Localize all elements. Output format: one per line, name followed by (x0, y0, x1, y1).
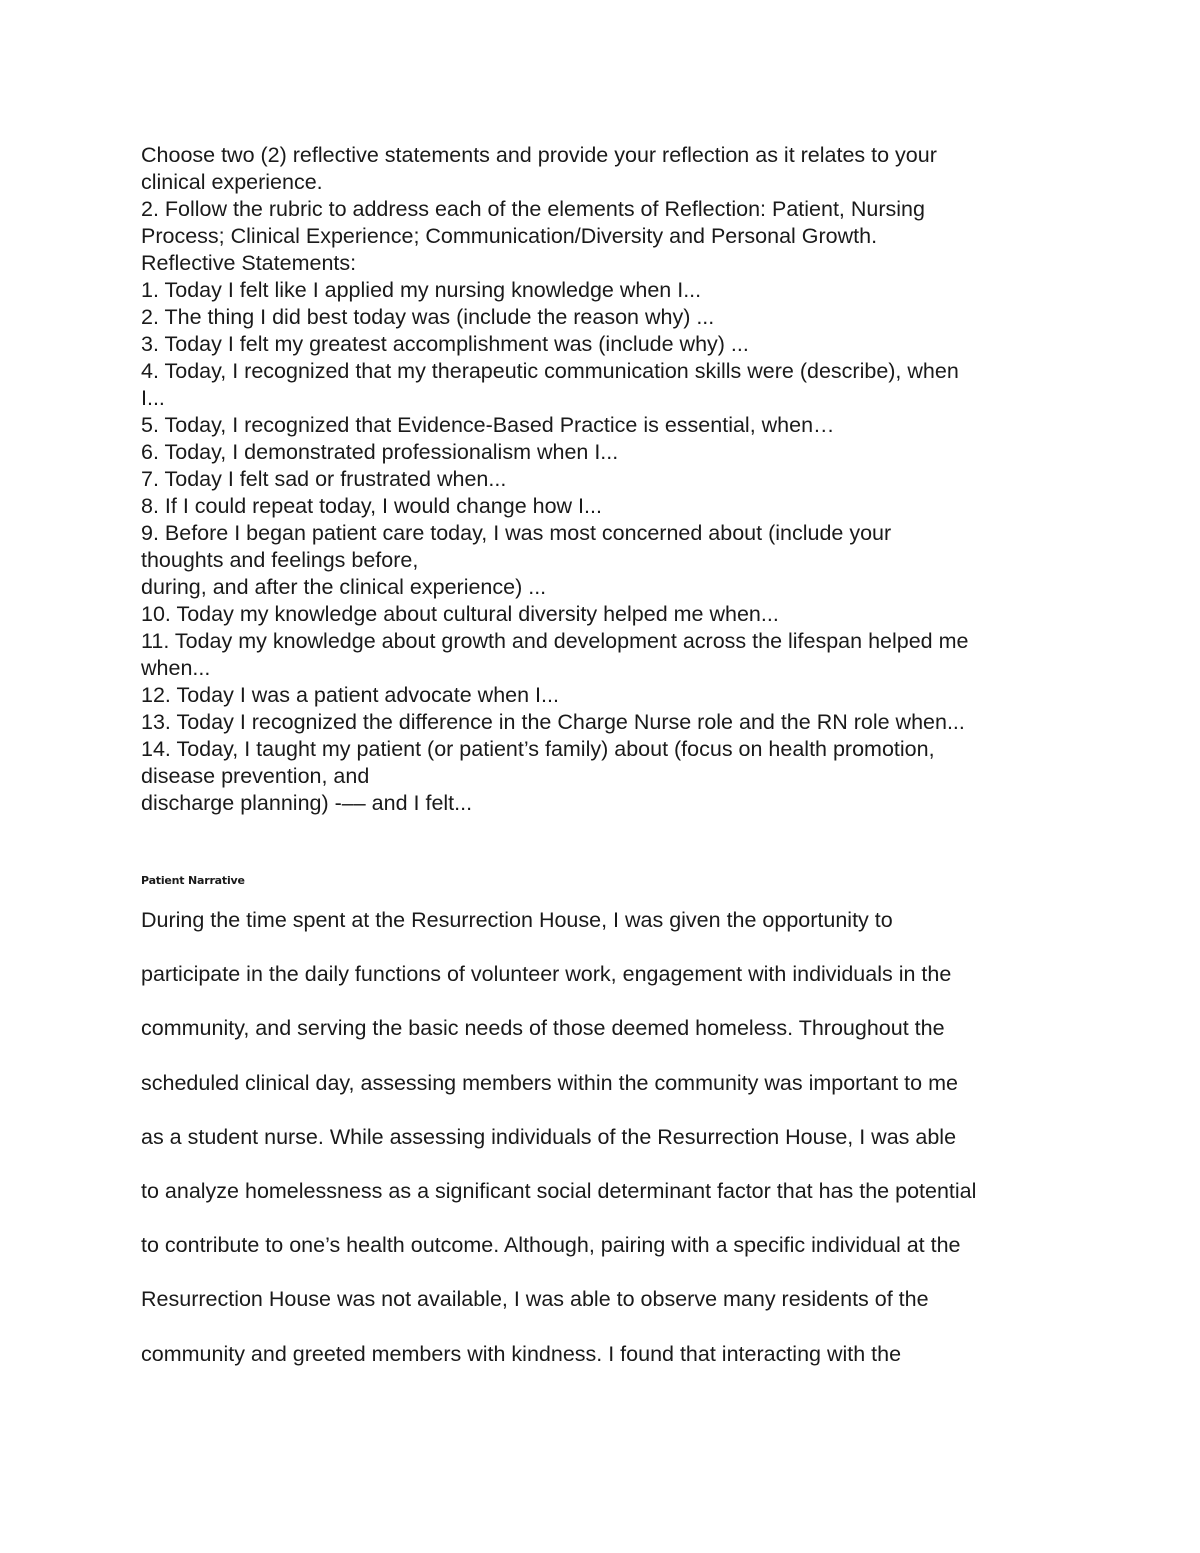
narrative-line: as a student nurse. While assessing individuals of the Resurrection House, I was able (141, 1124, 957, 1149)
reflective-statement: 7. Today I felt sad or frustrated when... (141, 467, 507, 491)
narrative-line: During the time spent at the Resurrection House, I was given the opportunity to (141, 908, 893, 932)
reflective-statement: 13. Today I recognized the difference in the Charge Nurse role and the RN role when... (141, 710, 965, 734)
reflective-statements-heading: Reflective Statements: (141, 251, 357, 275)
reflective-statement: 14. Today, I taught my patient (or patient’s family) about (focus on health promotion, (141, 737, 935, 761)
reflective-statement: 8. If I could repeat today, I would change how I... (141, 494, 602, 518)
narrative-line: participate in the daily functions of volunteer work, engagement with individuals in the (141, 962, 952, 987)
reflective-statement: discharge planning) -–– and I felt... (141, 791, 473, 815)
instruction-line: 2. Follow the rubric to address each of the elements of Reflection: Patient, Nursing (141, 197, 925, 221)
reflective-statement: 12. Today I was a patient advocate when I... (141, 683, 559, 707)
narrative-line: to contribute to one’s health outcome. Although, pairing with a specific individual at the (141, 1233, 961, 1258)
assignment-instructions (141, 142, 1071, 817)
instruction-line: clinical experience. (141, 170, 323, 194)
reflective-statement: 5. Today, I recognized that Evidence-Based Practice is essential, when… (141, 413, 835, 437)
reflective-statement: when... (141, 656, 211, 680)
reflective-statement: 10. Today my knowledge about cultural diversity helped me when... (141, 602, 779, 626)
section-heading-patient-narrative: Patient Narrative (141, 874, 245, 887)
reflective-statement: 9. Before I began patient care today, I was most concerned about (include your (141, 521, 892, 545)
instruction-line: Process; Clinical Experience; Communication/Diversity and Personal Growth. (141, 224, 878, 248)
reflective-statement: thoughts and feelings before, (141, 548, 419, 572)
narrative-line: community and greeted members with kindness. I found that interacting with the (141, 1341, 902, 1366)
instruction-line: Choose two (2) reflective statements and provide your reflection as it relates to your (141, 143, 937, 167)
reflective-statement: 4. Today, I recognized that my therapeutic communication skills were (describe), when (141, 359, 959, 383)
reflective-statement: 2. The thing I did best today was (include the reason why) ... (141, 305, 715, 329)
reflective-statement: 3. Today I felt my greatest accomplishment was (include why) ... (141, 332, 749, 356)
narrative-line: community, and serving the basic needs of those deemed homeless. Throughout the (141, 1016, 945, 1041)
patient-narrative-body (141, 905, 1071, 1393)
narrative-line: to analyze homelessness as a significant social determinant factor that has the potential (141, 1178, 977, 1203)
reflective-statement: 1. Today I felt like I applied my nursing knowledge when I... (141, 278, 702, 302)
narrative-line: Resurrection House was not available, I was able to observe many residents of the (141, 1287, 929, 1312)
reflective-statement: disease prevention, and (141, 764, 370, 788)
reflective-statement: 6. Today, I demonstrated professionalism when I... (141, 440, 619, 464)
reflective-statement: 11. Today my knowledge about growth and development across the lifespan helped me (141, 629, 969, 653)
narrative-line: scheduled clinical day, assessing members within the community was important to me (141, 1070, 958, 1095)
reflective-statement: during, and after the clinical experience) ... (141, 575, 547, 599)
reflective-statement: I... (141, 386, 165, 410)
